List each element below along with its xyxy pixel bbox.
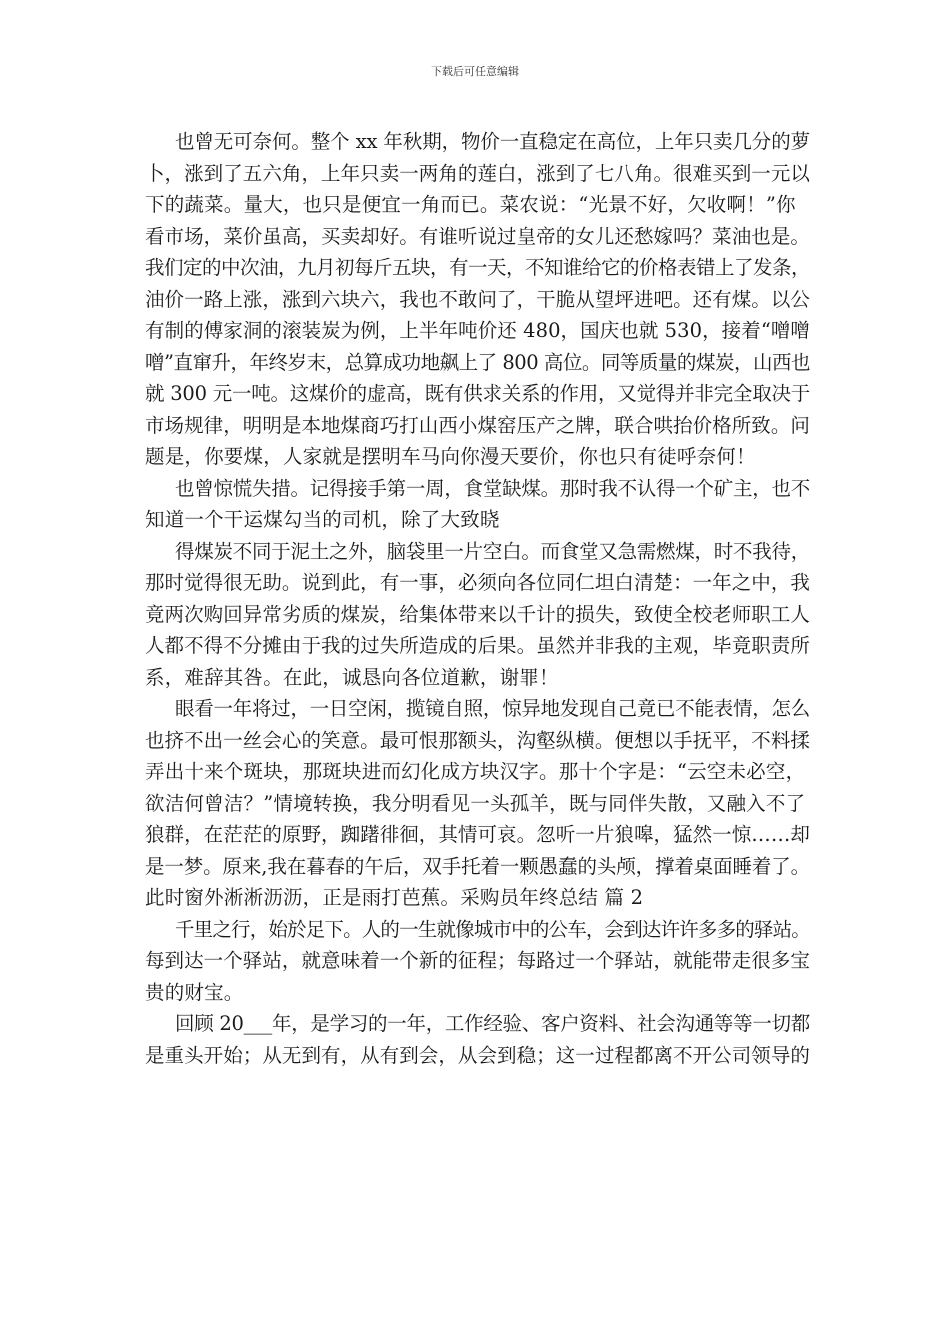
- paragraph-5: [145, 914, 810, 1009]
- text-line: 人都不得不分摊由于我的过失所造成的后果。虽然并非我的主观，毕竟职责所: [145, 634, 810, 657]
- text-line: 下的蔬菜。量大，也只是便宜一角而已。菜农说：“光景不好，欠收啊！”你: [145, 193, 796, 216]
- text-line: 弄出十来个斑块，那斑块进而幻化成方块汉字。那十个字是：“云空未必空，: [145, 760, 806, 783]
- text-line: 得煤炭不同于泥土之外，脑袋里一片空白。而食堂又急需燃煤，时不我待，: [175, 539, 810, 563]
- paragraph-6: [145, 1008, 810, 1071]
- text-line: 狼群，在茫茫的原野，踟躇徘徊，其情可哀。忽听一片狼嗥，猛然一惊……却: [145, 823, 810, 846]
- text-line: 也曾惊慌失措。记得接手第一周，食堂缺煤。那时我不认得一个矿主，也不: [175, 476, 810, 500]
- text-line: 千里之行，始於足下。人的一生就像城市中的公车，会到达许许多多的驿站。: [175, 917, 810, 941]
- text-line: 是一梦。原来,我在暮春的午后，双手托着一颗愚蠢的头颅，撑着桌面睡着了。: [145, 854, 810, 878]
- text-line: 我们定的中次油，九月初每斤五块，有一天，不知谁给它的价格表错上了发条，: [145, 256, 811, 279]
- text-line: 是重头开始；从无到有，从有到会，从会到稳；这一过程都离不开公司领导的: [145, 1043, 810, 1067]
- text-line: 也曾无可奈何。整个 xx 年秋期，物价一直稳定在高位，上年只卖几分的萝: [175, 130, 810, 153]
- paragraph-3: [145, 536, 810, 694]
- text-line: 卜，涨到了五六角，上年只卖一两角的莲白，涨到了七八角。很难买到一元以: [145, 161, 810, 185]
- document-body: [145, 126, 810, 1071]
- text-line: 此时窗外淅淅沥沥，正是雨打芭蕉。采购员年终总结 篇 2: [145, 886, 644, 909]
- paragraph-1: [145, 126, 810, 473]
- text-line: 知道一个干运煤勾当的司机，除了大致晓: [145, 508, 500, 531]
- text-line: 竟两次购回异常劣质的煤炭，给集体带来以千计的损失，致使全校老师职工人: [145, 602, 810, 626]
- text-line: 有制的傅家洞的滚装炭为例，上半年吨价还 480，国庆也就 530，接着“噌噌: [145, 319, 811, 342]
- text-line: 就 300 元一吨。这煤价的虚高，既有供求关系的作用，又觉得并非完全取决于: [145, 382, 810, 405]
- text-line: 也挤不出一丝会心的笑意。最可恨那额头，沟壑纵横。便想以手抚平，不料揉: [145, 728, 810, 752]
- page-header: 下载后可任意编辑: [431, 65, 519, 78]
- text-line: 看市场，菜价虽高，买卖却好。有谁听说过皇帝的女儿还愁嫁吗？菜油也是。: [145, 224, 810, 248]
- text-line: 市场规律，明明是本地煤商巧打山西小煤窑压产之牌，联合哄抬价格所致。问: [145, 413, 810, 437]
- text-line: 回顾 20___年，是学习的一年，工作经验、客户资料、社会沟通等等一切都: [175, 1012, 811, 1035]
- text-line: 油价一路上涨，涨到六块六，我也不敢问了，干脆从望坪进吧。还有煤。以公: [145, 287, 810, 311]
- text-line: 贵的财宝。: [145, 980, 244, 1004]
- text-line: 欲洁何曾洁？”情境转换，我分明看见一头孤羊，既与同伴失散，又融入不了: [145, 791, 806, 815]
- text-line: 题是，你要煤，人家就是摆明车马向你漫天要价，你也只有徒呼奈何！: [145, 445, 756, 468]
- paragraph-4: [145, 693, 810, 914]
- paragraph-2: [145, 473, 810, 536]
- text-line: 眼看一年将过，一日空闲，揽镜自照，惊异地发现自己竟已不能表情，怎么: [175, 697, 810, 720]
- text-line: 那时觉得很无助。说到此，有一事，必须向各位同仁坦白清楚：一年之中，我: [145, 571, 810, 594]
- text-line: 噌”直窜升，年终岁末，总算成功地飙上了 800 高位。同等质量的煤炭，山西也: [145, 350, 811, 374]
- text-line: 系，难辞其咎。在此，诚恳向各位道歉，谢罪！: [145, 665, 559, 689]
- text-line: 每到达一个驿站，就意味着一个新的征程；每路过一个驿站，就能带走很多宝: [145, 949, 810, 972]
